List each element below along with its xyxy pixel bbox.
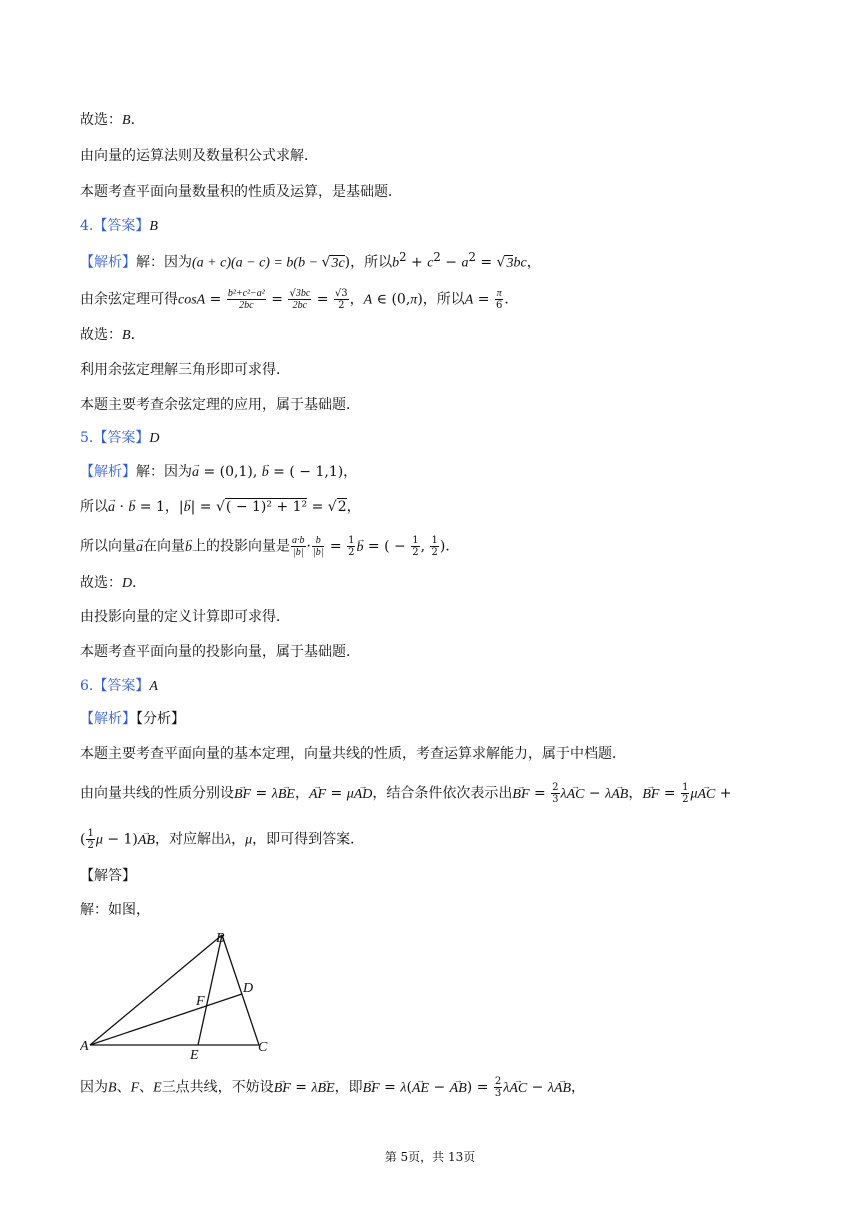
q6-last: 因为B、F、E三点共线，不妨设→ BF = λ→ BE，即→ BF = λ(→ AE − → AB) = $\frac{2}{3}$ λ→ AC − λ→ AB， (80, 1076, 585, 1099)
q6-jieda: 【解答】 (80, 868, 136, 884)
q6-desc: 本题主要考查平面向量的基本定理，向量共线的性质，考查运算求解能力，属于中档题． (80, 746, 626, 762)
q4-answer-label: 4.【答案】B (80, 218, 158, 234)
segment-ad (90, 994, 242, 1045)
q5-analysis: 【解析】解：因为→ a = (0,1), → b = ( − 1,1)， (80, 462, 357, 483)
line-method: 由向量的运算法则及数量积公式求解． (80, 148, 318, 164)
q6-set2: ( $\frac{1}{2}$ μ − 1)→ AB，对应解出λ，μ，即可得到答案． (80, 828, 364, 851)
label-e: E (190, 1048, 199, 1063)
label-c: C (258, 1040, 268, 1055)
q5-method: 由投影向量的定义计算即可求得． (80, 609, 290, 625)
q5-choose: 故选：D． (80, 575, 147, 591)
q4-cos: 由余弦定理可得cosA = $\frac{\text{b²+c²−a²}}{2bc}$ = $\frac{√3bc}{2bc}$ = $\frac{√3}{2}$ ，A ∈ (0,π)，所以A = $\frac{\pi}{6}$ ． (80, 288, 519, 311)
label-f: F (196, 994, 205, 1009)
q5-projection: 所以向量→ a在向量→ b上的投影向量是 $\frac{a\cdot b}{|b|}$ · $\frac{b}{|b|}$ = $\frac{1}{2}$ → b = ( − $\frac{1}{2}$ , $\frac{1}{2}$ )． (80, 535, 459, 558)
segment-bc (222, 935, 259, 1045)
line-note: 本题考查平面向量数量积的性质及运算，是基础题． (80, 184, 402, 200)
q4-note: 本题主要考查余弦定理的应用，属于基础题． (80, 397, 360, 413)
q6-set: 由向量共线的性质分别设→ BF = λ→ BE，→ AF = μ→ AD，结合条件依次表示出→ BF = $\frac{2}{3}$ λ→ AC − λ→ AB，→ BF = $\frac{1}{2}$ μ→ AC + (80, 782, 732, 805)
q6-analysis-tags: 【解析】【分析】 (80, 711, 185, 727)
triangle-figure (80, 926, 280, 1066)
q6-answer-label: 6.【答案】A (80, 678, 158, 694)
label-d: D (243, 981, 254, 996)
q4-analysis: 【解析】解：因为(a + c)(a − c) = b(b − √3c)，所以$b^2 + c^2 - a^2 = √3bc$， (80, 250, 541, 271)
line-choose-b: 故选：B． (80, 112, 145, 128)
label-b: B (216, 931, 225, 946)
q4-method: 利用余弦定理解三角形即可求得． (80, 362, 290, 378)
label-a: A (80, 1039, 89, 1054)
q5-dot: 所以→ a · → b = 1，|→ b| = √( − 1)² + 1² = √2， (80, 497, 361, 518)
q4-choose: 故选：B． (80, 327, 145, 343)
q6-sol: 解：如图， (80, 902, 150, 918)
q5-note: 本题考查平面向量的投影向量，属于基础题． (80, 644, 360, 660)
page-footer: 第 5页，共 13页 (384, 1150, 476, 1164)
q5-answer-label: 5.【答案】D (80, 430, 160, 446)
